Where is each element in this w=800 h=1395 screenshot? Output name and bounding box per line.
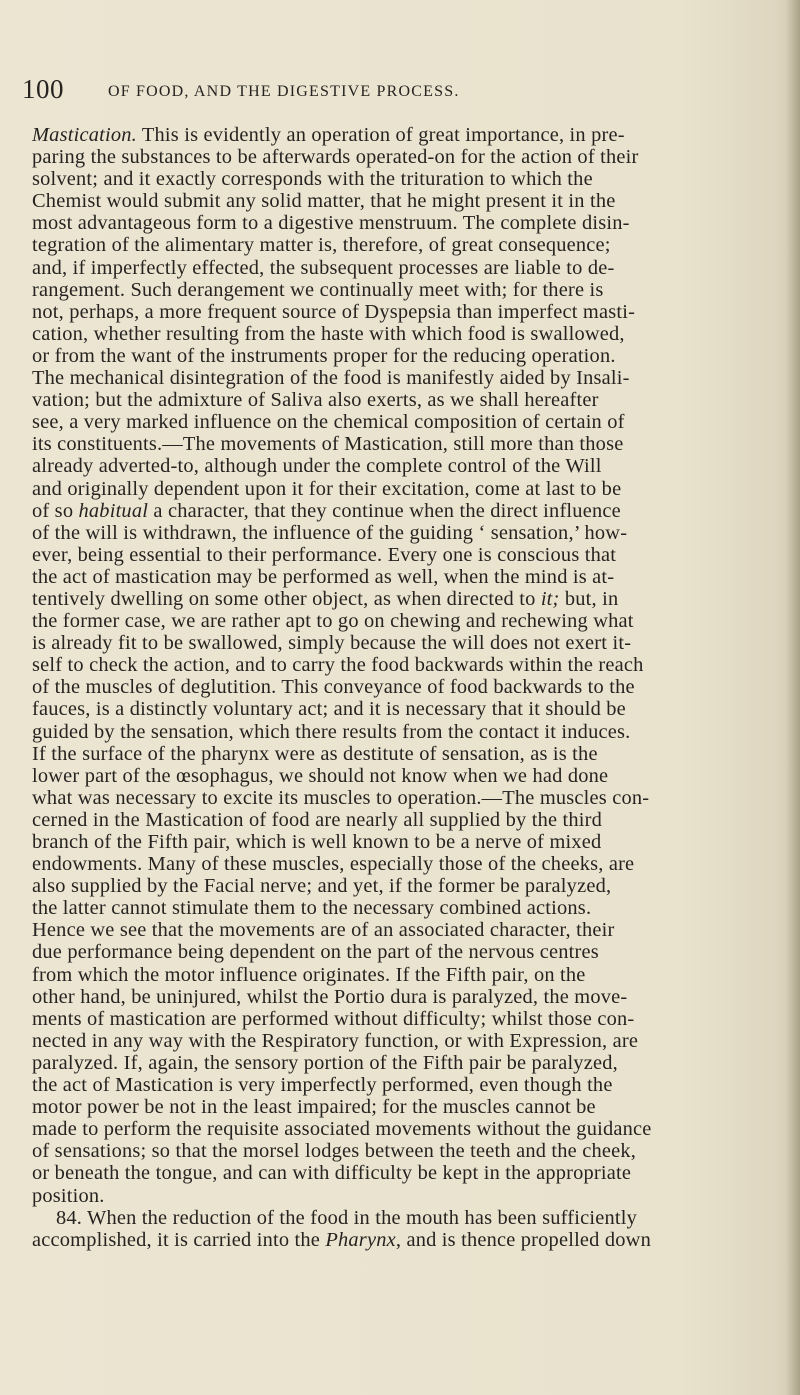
spine-shadow xyxy=(786,0,800,1395)
text-line: self to check the action, and to carry the food backwards within the reach xyxy=(32,654,644,677)
text-line: ever, being essential to their performance. Every one is conscious that xyxy=(32,543,617,566)
text-line: fauces, is a distinctly voluntary act; and it is necessary that it should be xyxy=(32,698,626,721)
text-line: Hence we see that the movements are of an associated character, their xyxy=(32,919,615,942)
text-line: vation; but the admixture of Saliva also exerts, as we shall hereafter xyxy=(32,389,599,412)
text-line: motor power be not in the least impaired; for the muscles cannot be xyxy=(32,1096,596,1119)
italic-word: habitual xyxy=(78,499,149,522)
text-line: nected in any way with the Respiratory function, or with Expression, are xyxy=(32,1029,639,1052)
text-line: paralyzed. If, again, the sensory portion of the Fifth pair be paralyzed, xyxy=(32,1051,618,1074)
text-line: also supplied by the Facial nerve; and yet, if the former be paralyzed, xyxy=(32,875,612,898)
text-line: The mechanical disintegration of the food is manifestly aided by Insali- xyxy=(32,367,630,390)
text-line: position. xyxy=(32,1184,105,1207)
text-line: from which the motor influence originates. If the Fifth pair, on the xyxy=(32,963,586,986)
text-line: the act of mastication may be performed as well, when the mind is at- xyxy=(32,565,615,588)
italic-word: Pharynx xyxy=(325,1228,396,1251)
text-line: of sensations; so that the morsel lodges between the teeth and the cheek, xyxy=(32,1140,637,1163)
text-line: endowments. Many of these muscles, especially those of the cheeks, are xyxy=(32,853,635,876)
text-line: or beneath the tongue, and can with difficulty be kept in the appropriate xyxy=(32,1162,632,1185)
text-line: its constituents.—The movements of Mastication, still more than those xyxy=(32,433,624,456)
text-line: already adverted-to, although under the complete control of the Will xyxy=(32,455,602,478)
section-label: Mastication. xyxy=(32,124,137,146)
text-line: what was necessary to excite its muscles to operation.—The muscles con- xyxy=(32,786,650,809)
text-line: made to perform the requisite associated movements without the guidance xyxy=(32,1118,652,1141)
text-line: tegration of the alimentary matter is, therefore, of great consequence; xyxy=(32,234,611,257)
text-line: see, a very marked influence on the chemical composition of certain of xyxy=(32,411,625,434)
text-line: is already fit to be swallowed, simply because the will does not exert it- xyxy=(32,632,632,655)
text-line: or from the want of the instruments proper for the reducing operation. xyxy=(32,344,616,367)
text-line: the former case, we are rather apt to go on chewing and rechewing what xyxy=(32,610,634,633)
text-line: other hand, be uninjured, whilst the Portio dura is paralyzed, the move- xyxy=(32,985,628,1008)
text-line: the latter cannot stimulate them to the necessary combined actions. xyxy=(32,897,592,920)
italic-word: it; xyxy=(540,587,560,610)
text-line: Mastication. This is evidently an operation of great importance, in pre- xyxy=(32,124,625,146)
page-number: 100 xyxy=(22,74,64,104)
text-line: guided by the sensation, which there results from the contact it induces. xyxy=(32,720,631,743)
text-line: lower part of the œsophagus, we should not know when we had done xyxy=(32,764,609,787)
text-line: of the will is withdrawn, the influence of the guiding ‘ sensation,’ how- xyxy=(32,521,628,544)
text-line: the act of Mastication is very imperfectly performed, even though the xyxy=(32,1074,613,1097)
text-line: of the muscles of deglutition. This conveyance of food backwards to the xyxy=(32,676,635,699)
text-line: of so habitual a character, that they continue when the direct influence xyxy=(32,499,621,522)
text-line: branch of the Fifth pair, which is well known to be a nerve of mixed xyxy=(32,831,602,853)
text-line: most advantageous form to a digestive menstruum. The complete disin- xyxy=(32,212,630,235)
paragraph-start-line: 84. When the reduction of the food in the mouth has been sufficiently xyxy=(56,1206,638,1229)
text-line: tentively dwelling on some other object, as when directed to it; but, in xyxy=(32,587,619,610)
text-line: If the surface of the pharynx were as destitute of sensation, as is the xyxy=(32,742,598,765)
text-line: ments of mastication are performed without difficulty; whilst those con- xyxy=(32,1007,635,1030)
text-line: and, if imperfectly effected, the subsequent processes are liable to de- xyxy=(32,256,615,279)
running-head: OF FOOD, AND THE DIGESTIVE PROCESS. xyxy=(108,83,460,100)
text-line: cation, whether resulting from the haste with which food is swallowed, xyxy=(32,322,625,345)
text-line: paring the substances to be afterwards operated-on for the action of their xyxy=(32,146,639,169)
text-line: rangement. Such derangement we continually meet with; for there is xyxy=(32,278,604,301)
text-line: accomplished, it is carried into the Pharynx, and is thence propelled down xyxy=(32,1228,651,1251)
text-line: due performance being dependent on the part of the nervous centres xyxy=(32,941,599,964)
text-line: and originally dependent upon it for their excitation, come at last to be xyxy=(32,477,622,500)
body-text xyxy=(32,124,786,1251)
text-line: solvent; and it exactly corresponds with the trituration to which the xyxy=(32,168,593,191)
text-line: Chemist would submit any solid matter, that he might present it in the xyxy=(32,190,616,213)
text-line: cerned in the Mastication of food are nearly all supplied by the third xyxy=(32,808,603,831)
page-header xyxy=(22,74,782,114)
text-line: not, perhaps, a more frequent source of Dyspepsia than imperfect masti- xyxy=(32,300,636,323)
